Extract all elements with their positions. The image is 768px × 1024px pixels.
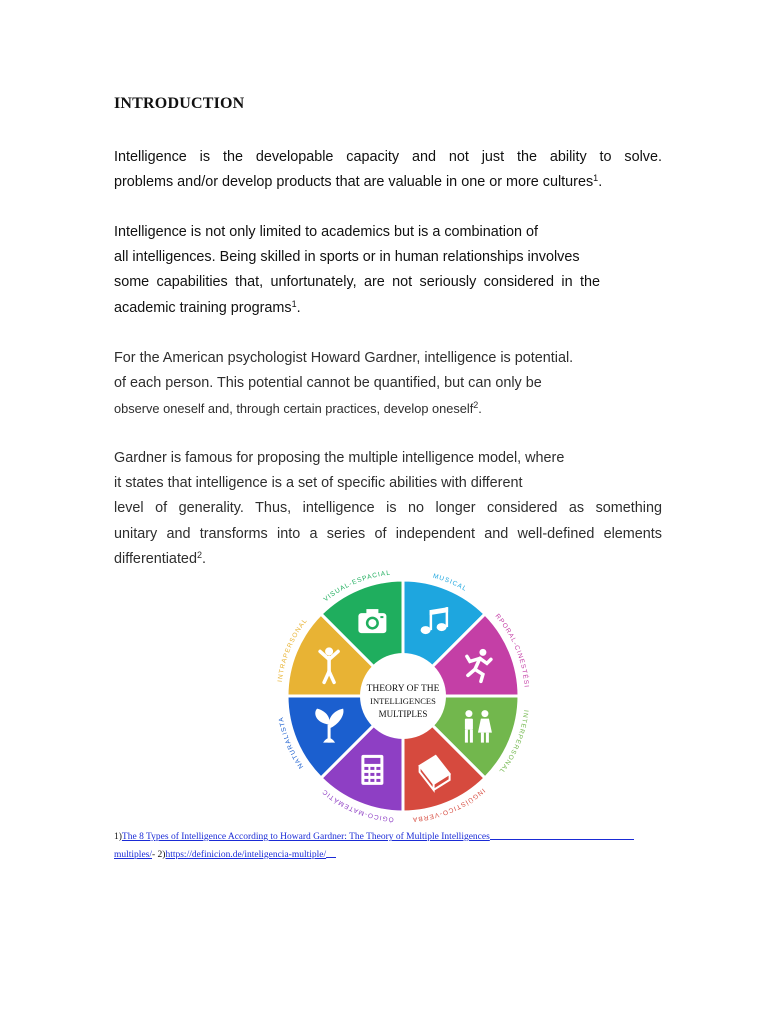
text-line: differentiated$^2$. xyxy=(114,549,206,567)
paragraph-4 xyxy=(114,446,662,572)
wheel-label: NATURALISTA xyxy=(277,715,306,770)
text-line: unitary and transforms into a series of independent and well-defined elements xyxy=(114,525,662,542)
wheel-center-line-3: MULTIPLES xyxy=(378,709,428,719)
reference-1-link[interactable]: The 8 Types of Intelligence According to Howard Gardner: The Theory of Multiple Intelligences xyxy=(121,832,490,842)
footnote-marker: 2 xyxy=(473,400,479,411)
multiple-intelligences-wheel xyxy=(150,570,640,830)
wheel-label: VISUAL-ESPACIAL xyxy=(322,570,392,604)
footnote-marker: 1 xyxy=(593,173,599,184)
reference-1-link-continued[interactable]: multiples/ xyxy=(114,850,152,860)
footnote-marker: 2 xyxy=(196,549,202,560)
wheel-center-line-1: THEORY OF THE xyxy=(366,684,440,694)
wheel-label: RPORAL-CINESTÉSI xyxy=(493,612,530,689)
text-line: all intelligences. Being skilled in sports or in human relationships involves xyxy=(114,249,580,266)
reference-2: multiples/- 2)https://definicion.de/inteligencia-multiple/ xyxy=(114,846,654,864)
wheel-svg xyxy=(150,570,640,830)
wheel-label: INTERPERSONAL xyxy=(496,709,530,776)
paragraph-1 xyxy=(114,145,662,195)
text-line: it states that intelligence is a set of specific abilities with different xyxy=(114,475,523,492)
text-line: observe oneself and, through certain practices, develop oneself$^2$. xyxy=(114,400,482,417)
text-line: Gardner is famous for proposing the multiple intelligence model, where xyxy=(114,450,565,466)
text-line: academic training programs$^1$. xyxy=(114,298,301,316)
wheel-center-line-2: INTELLIGENCES xyxy=(370,696,436,706)
reference-2-link-underline xyxy=(326,848,336,858)
text-line: some capabilities that, unfortunately, are not seriously considered in the xyxy=(114,274,600,291)
paragraph-2 xyxy=(114,220,662,321)
text-line: Intelligence is not only limited to academics but is a combination of xyxy=(114,224,538,240)
wheel-label: INGÜÍSTICO-VERBA xyxy=(411,786,487,823)
reference-1-link-underline xyxy=(490,830,634,840)
text-line: level of generality. Thus, intelligence is no longer considered as something xyxy=(114,500,662,517)
paragraph-3 xyxy=(114,346,662,422)
calculator-icon xyxy=(361,755,383,785)
text-line: problems and/or develop products that are valuable in one or more cultures$^1$. xyxy=(114,173,603,191)
text-line: Intelligence is the developable capacity and not just the ability to solve. xyxy=(114,149,662,165)
text-line: For the American psychologist Howard Gardner, intelligence is potential. xyxy=(114,350,574,366)
text-line: of each person. This potential cannot be quantified, but can only be xyxy=(114,375,542,392)
reference-2-link[interactable]: https://definicion.de/inteligencia-multiple/ xyxy=(165,850,327,860)
reference-1: 1)The 8 Types of Intelligence According to Howard Gardner: The Theory of Multiple Intelligences xyxy=(114,828,654,846)
wheel-label: MUSICAL xyxy=(432,572,469,594)
references xyxy=(114,828,654,864)
wheel-label: ÓGICO-MATEMÁTIC xyxy=(320,787,395,823)
wheel-label: INTRAPERSONAL xyxy=(276,616,310,683)
page-title: INTRODUCTION xyxy=(114,95,245,112)
footnote-marker: 1 xyxy=(291,298,297,309)
